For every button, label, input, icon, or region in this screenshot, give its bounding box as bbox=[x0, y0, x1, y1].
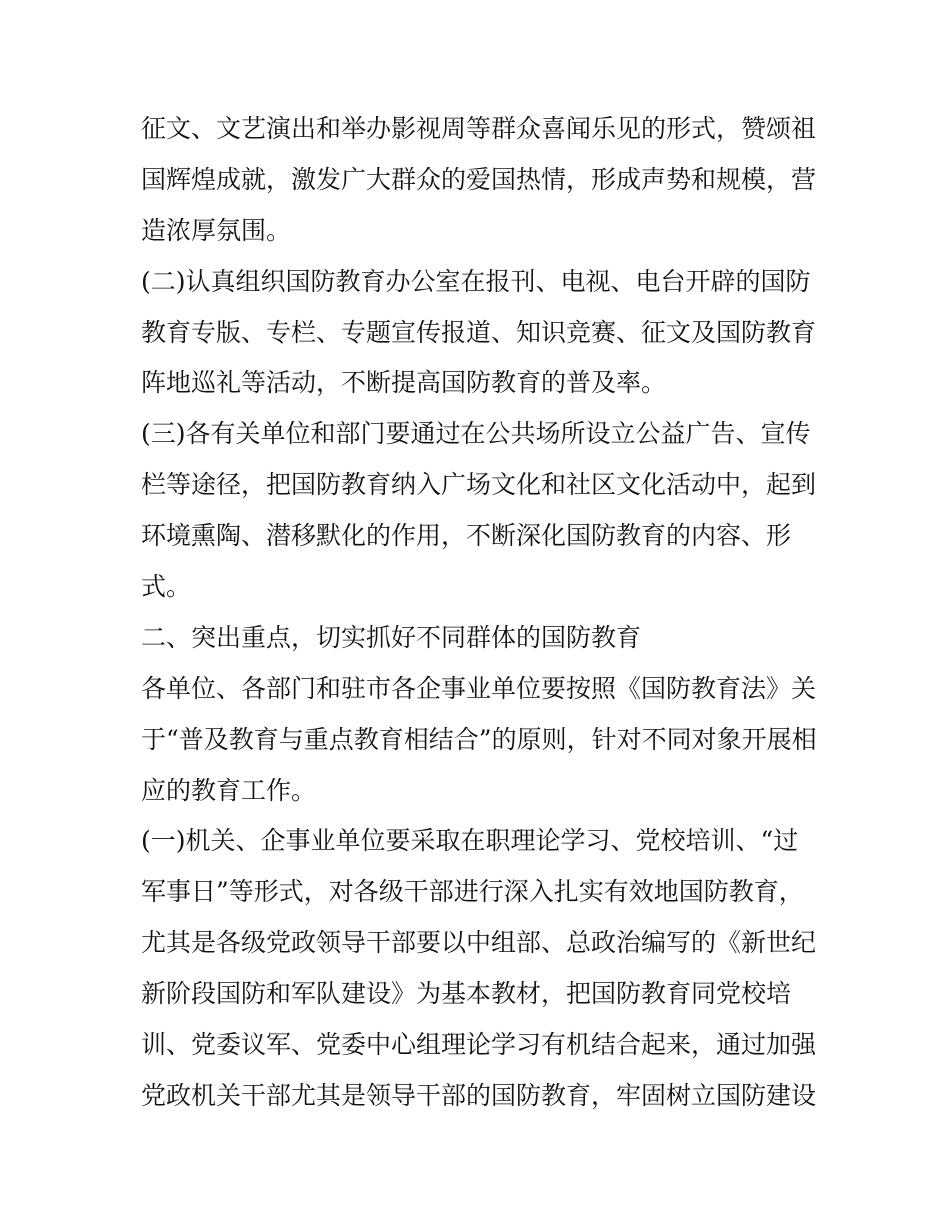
text-line: 军事日”等形式，对各级干部进行深入扎实有效地国防教育， bbox=[141, 877, 804, 907]
text-line: 新阶段国防和军队建设》为基本教材，把国防教育同党校培 bbox=[141, 979, 792, 1009]
text-line: 于“普及教育与重点教育相结合”的原则，针对不同对象开展相 bbox=[141, 724, 817, 754]
text-line: 各单位、各部门和驻市各企事业单位要按照《国防教育法》关 bbox=[141, 673, 817, 703]
text-line: (二)认真组织国防教育办公室在报刊、电视、电台开辟的国防 bbox=[141, 266, 811, 296]
text-line: 栏等途径，把国防教育纳入广场文化和社区文化活动中，起到 bbox=[141, 470, 817, 500]
text-line: 环境熏陶、潜移默化的作用，不断深化国防教育的内容、形 bbox=[141, 521, 792, 551]
text-line: (三)各有关单位和部门要通过在公共场所设立公益广告、宣传 bbox=[141, 419, 811, 449]
section-heading: 二、突出重点，切实抓好不同群体的国防教育 bbox=[141, 622, 642, 652]
text-line: (一)机关、企事业单位要采取在职理论学习、党校培训、“过 bbox=[141, 826, 799, 856]
text-line: 阵地巡礼等活动，不断提高国防教育的普及率。 bbox=[141, 368, 667, 398]
document-body bbox=[141, 104, 821, 1122]
text-line: 国辉煌成就，激发广大群众的爱国热情，形成声势和规模，营 bbox=[141, 164, 817, 194]
text-line: 训、党委议军、党委中心组理论学习有机结合起来，通过加强 bbox=[141, 1030, 817, 1060]
text-line: 教育专版、专栏、专题宣传报道、知识竞赛、征文及国防教育 bbox=[141, 317, 817, 347]
text-line: 式。 bbox=[141, 572, 192, 602]
text-line: 征文、文艺演出和举办影视周等群众喜闻乐见的形式，赞颂祖 bbox=[141, 114, 817, 143]
text-line: 尤其是各级党政领导干部要以中组部、总政治编写的《新世纪 bbox=[141, 928, 817, 958]
text-line: 应的教育工作。 bbox=[141, 775, 317, 805]
text-line: 党政机关干部尤其是领导干部的国防教育，牢固树立国防建设 bbox=[141, 1080, 817, 1110]
text-line: 造浓厚氛围。 bbox=[141, 215, 292, 245]
